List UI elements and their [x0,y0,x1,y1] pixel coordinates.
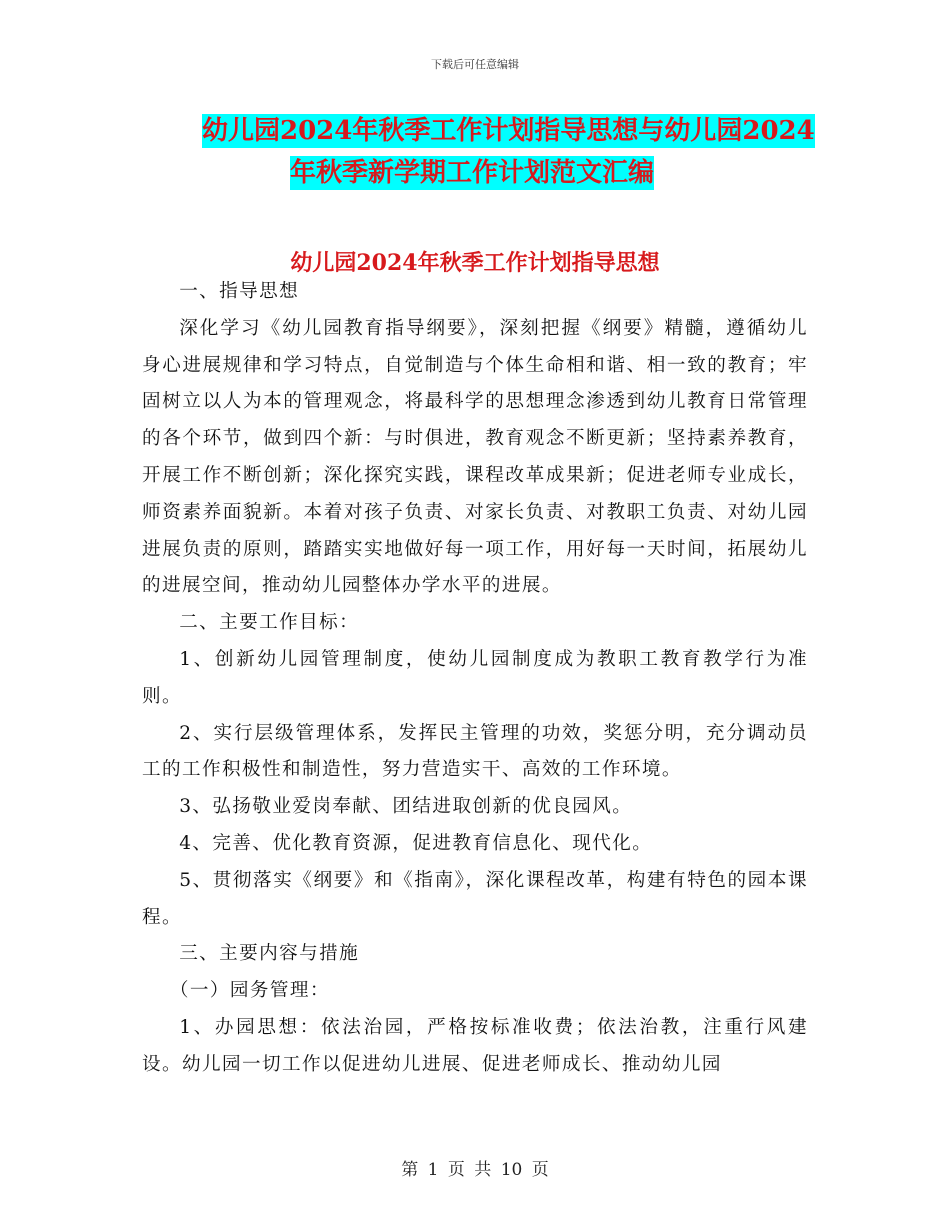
heading-main-goals: 二、主要工作目标： [179,612,360,634]
heading-guiding-ideology: 一、指导思想 [179,281,300,302]
page-number: 第 1 页 共 10 页 [401,1160,549,1180]
title-line-2: 年秋季新学期工作计划范文汇编 [290,158,655,188]
paragraph-guiding-ideology: 深化学习《幼儿园教育指导纲要》，深刻把握《纲要》精髓，遵循幼儿身心进展规律和学习特点，自觉制造与个体生命相和谐、相一致的教育；牢固树立以人为本的管理观念，将最科学的思想理念渗透到幼儿教育日常管理的各个环节，做到四个新：与时俱进，教育观念不断更新；坚持素养教育，开展工作不断创新；深化探究实践，课程改革成果新；促进老师专业成长，师资素养面貌新。本着对孩子负责、对家长负责、对教职工负责、对幼儿园进展负责的原则，踏踏实实地做好每一项工作，用好每一天时间，拓展幼儿的进展空间，推动幼儿园整体办学水平的进展。 [142,317,808,597]
goal-item-4: 4、完善、优化教育资源，促进教育信息化、现代化。 [179,832,653,854]
measure-item-1: 1、办园思想：依法治园，严格按标准收费；依法治教，注重行风建设。幼儿园一切工作以促进幼儿进展、促进老师成长、推动幼儿园 [142,1016,808,1075]
goal-item-2: 2、实行层级管理体系，发挥民主管理的功效，奖惩分明，充分调动员工的工作积极性和制造性，努力营造实干、高效的工作环境。 [142,722,808,781]
heading-content-measures: 三、主要内容与措施 [179,943,360,965]
document-title [140,110,820,194]
goal-item-1: 1、创新幼儿园管理制度，使幼儿园制度成为教职工教育教学行为准则。 [142,648,808,707]
header-note: 下载后可任意编辑 [431,58,519,71]
document-body [142,274,808,1084]
goal-item-3: 3、弘扬敬业爱岗奉献、团结进取创新的优良园风。 [179,796,633,818]
title-line-1: 幼儿园2024年秋季工作计划指导思想与幼儿园2024 [202,116,815,146]
goal-item-5: 5、贯彻落实《纲要》和《指南》，深化课程改革，构建有特色的园本课程。 [142,869,808,928]
subheading-admin: （一）园务管理： [169,980,330,1002]
section-title: 幼儿园2024年秋季工作计划指导思想 [290,250,660,276]
